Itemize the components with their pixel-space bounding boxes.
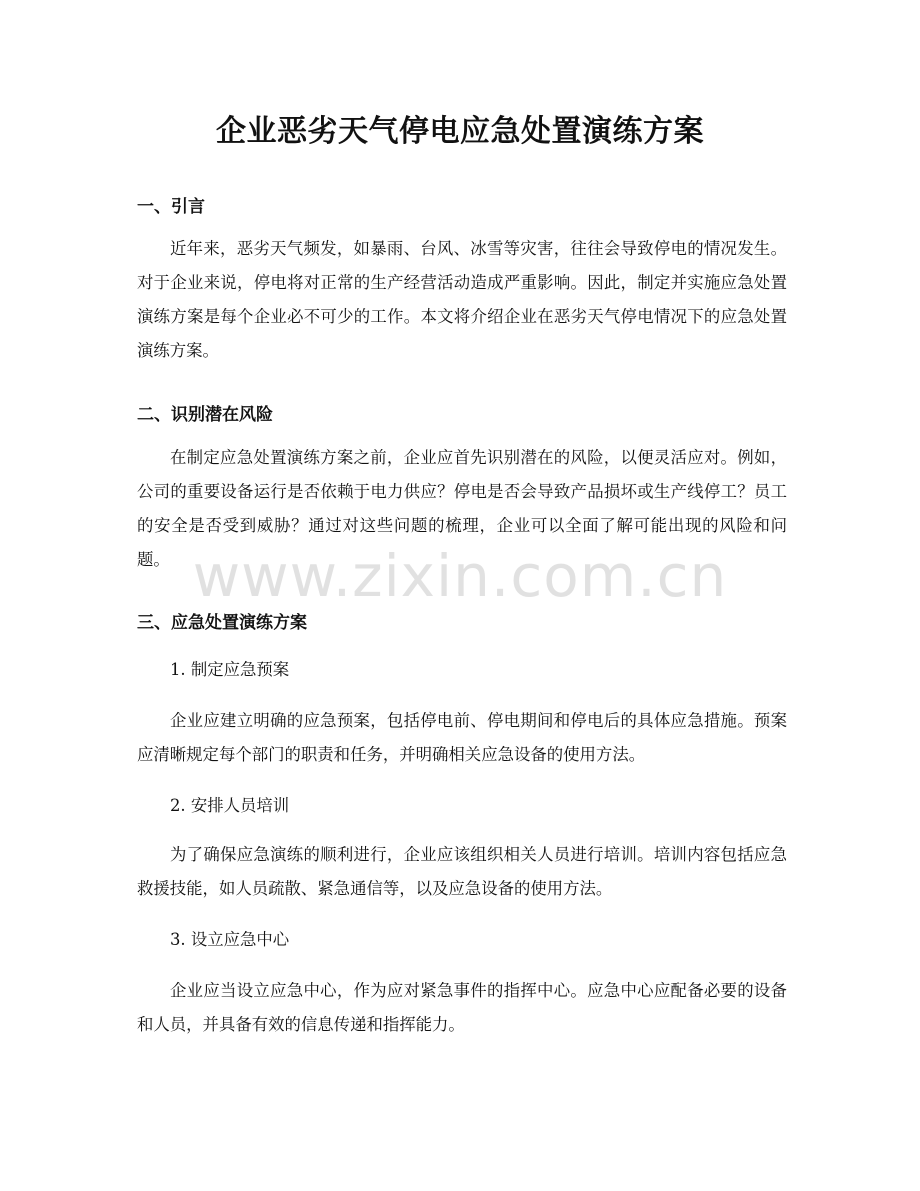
watermark: www.zixin.com.cn <box>192 542 728 610</box>
section-heading-introduction: 一、引言 <box>137 197 205 217</box>
section-heading-plan: 三、应急处置演练方案 <box>137 613 307 633</box>
subsection-paragraph-emergency-plan: 企业应建立明确的应急预案，包括停电前、停电期间和停电后的具体应急措施。预案应清晰规定每个部门的职责和任务，并明确相关应急设备的使用方法。 <box>137 711 787 764</box>
section-heading-risks: 二、识别潜在风险 <box>137 405 273 425</box>
section-paragraph-introduction: 近年来，恶劣天气频发，如暴雨、台风、冰雪等灾害，往往会导致停电的情况发生。对于企业来说，停电将对正常的生产经营活动造成严重影响。因此，制定并实施应急处置演练方案是每个企业必不可少的工作。本文将介绍企业在恶劣天气停电情况下的应急处置演练方案。 <box>137 239 787 360</box>
subsection-label-emergency-center: 3. 设立应急中心 <box>170 930 290 949</box>
subsection-label-emergency-plan: 1. 制定应急预案 <box>170 660 290 679</box>
section-paragraph-risks: 在制定应急处置演练方案之前，企业应首先识别潜在的风险，以便灵活应对。例如，公司的重要设备运行是否依赖于电力供应？停电是否会导致产品损坏或生产线停工？员工的安全是否受到威胁？通过对这些问题的梳理，企业可以全面了解可能出现的风险和问题。 <box>137 448 787 569</box>
subsection-paragraph-staff-training: 为了确保应急演练的顺利进行，企业应该组织相关人员进行培训。培训内容包括应急救援技能，如人员疏散、紧急通信等，以及应急设备的使用方法。 <box>137 845 787 898</box>
subsection-paragraph-emergency-center: 企业应当设立应急中心，作为应对紧急事件的指挥中心。应急中心应配备必要的设备和人员，并具备有效的信息传递和指挥能力。 <box>137 981 787 1034</box>
subsection-label-staff-training: 2. 安排人员培训 <box>170 796 290 815</box>
document-title: 企业恶劣天气停电应急处置演练方案 <box>216 114 704 149</box>
